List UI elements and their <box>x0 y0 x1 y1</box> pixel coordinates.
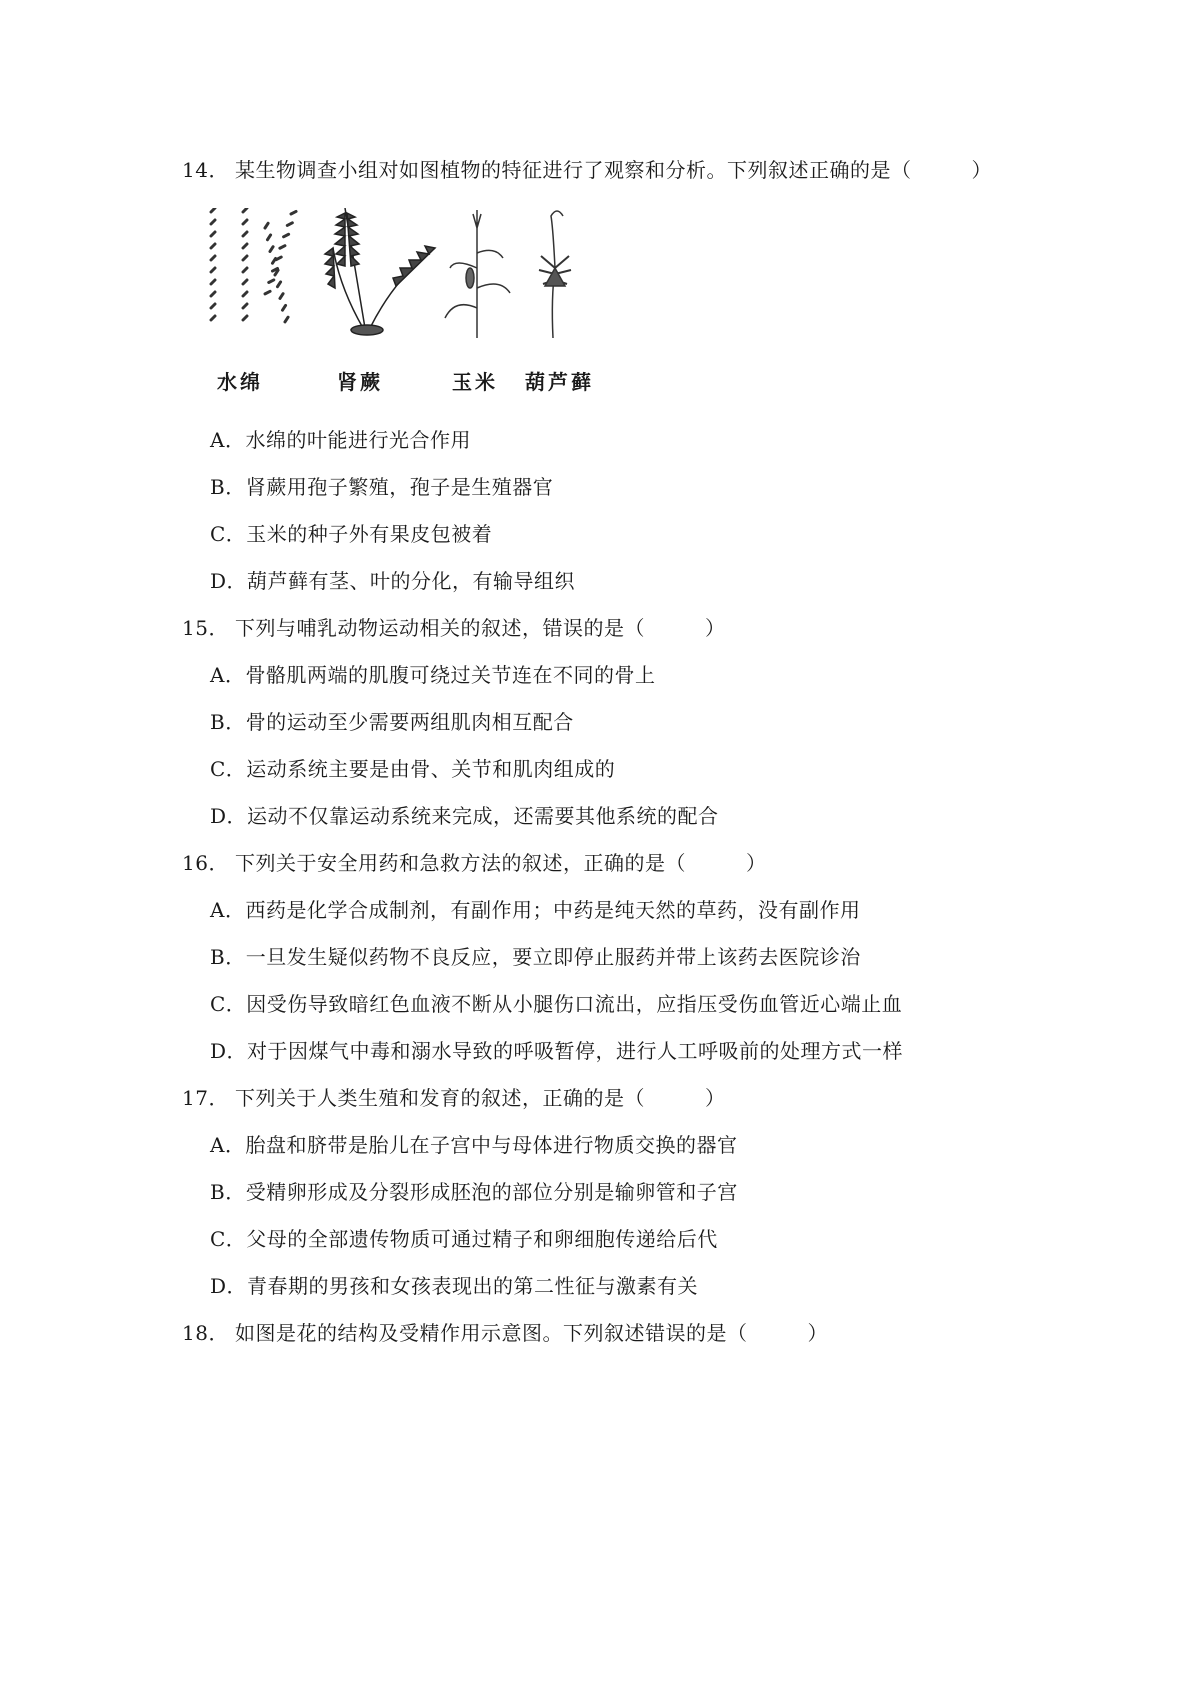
moss-drawing <box>539 211 571 338</box>
question-16-option-d[interactable]: D．对于因煤气中毒和溺水导致的呼吸暂停，进行人工呼吸前的处理方式一样 <box>210 1039 904 1063</box>
question-14-option-a[interactable]: A．水绵的叶能进行光合作用 <box>210 428 471 452</box>
question-15-option-d[interactable]: D．运动不仅靠运动系统来完成，还需要其他系统的配合 <box>210 804 719 828</box>
question-18-stem: 18． 如图是花的结构及受精作用示意图。下列叙述错误的是（ ） <box>182 1321 828 1345</box>
fig-label-spirogyra: 水绵 <box>217 370 263 394</box>
question-16-option-c[interactable]: C．因受伤导致暗红色血液不断从小腿伤口流出，应指压受伤血管近心端止血 <box>210 992 903 1016</box>
question-15-option-c[interactable]: C．运动系统主要是由骨、关节和肌肉组成的 <box>210 757 616 781</box>
corn-drawing <box>445 210 510 338</box>
plant-figure <box>205 208 645 398</box>
fig-label-moss: 葫芦藓 <box>525 370 594 394</box>
question-16-option-a[interactable]: A．西药是化学合成制剂，有副作用；中药是纯天然的草药，没有副作用 <box>210 898 861 922</box>
spirogyra-drawing <box>211 208 296 322</box>
fern-drawing <box>325 208 435 335</box>
question-15-option-a[interactable]: A．骨骼肌两端的肌腹可绕过关节连在不同的骨上 <box>210 663 656 687</box>
question-14-option-b[interactable]: B．肾蕨用孢子繁殖，孢子是生殖器官 <box>210 475 554 499</box>
question-17-option-c[interactable]: C．父母的全部遗传物质可通过精子和卵细胞传递给后代 <box>210 1227 718 1251</box>
plant-illustration <box>205 208 645 368</box>
question-17-stem: 17． 下列关于人类生殖和发育的叙述，正确的是（ ） <box>182 1086 726 1110</box>
question-16-option-b[interactable]: B．一旦发生疑似药物不良反应，要立即停止服药并带上该药去医院诊治 <box>210 945 861 969</box>
question-14-stem: 14． 某生物调查小组对如图植物的特征进行了观察和分析。下列叙述正确的是（ ） <box>182 158 992 182</box>
question-14-option-c[interactable]: C．玉米的种子外有果皮包被着 <box>210 522 493 546</box>
question-15-option-b[interactable]: B．骨的运动至少需要两组肌肉相互配合 <box>210 710 574 734</box>
question-14-option-d[interactable]: D．葫芦藓有茎、叶的分化，有输导组织 <box>210 569 576 593</box>
question-15-stem: 15． 下列与哺乳动物运动相关的叙述，错误的是（ ） <box>182 616 726 640</box>
question-17-option-d[interactable]: D．青春期的男孩和女孩表现出的第二性征与激素有关 <box>210 1274 699 1298</box>
question-17-option-b[interactable]: B．受精卵形成及分裂形成胚泡的部位分别是输卵管和子宫 <box>210 1180 738 1204</box>
fig-label-corn: 玉米 <box>452 370 498 394</box>
question-17-option-a[interactable]: A．胎盘和脐带是胎儿在子宫中与母体进行物质交换的器官 <box>210 1133 738 1157</box>
question-16-stem: 16． 下列关于安全用药和急救方法的叙述，正确的是（ ） <box>182 851 767 875</box>
fig-label-fern: 肾蕨 <box>337 370 383 394</box>
